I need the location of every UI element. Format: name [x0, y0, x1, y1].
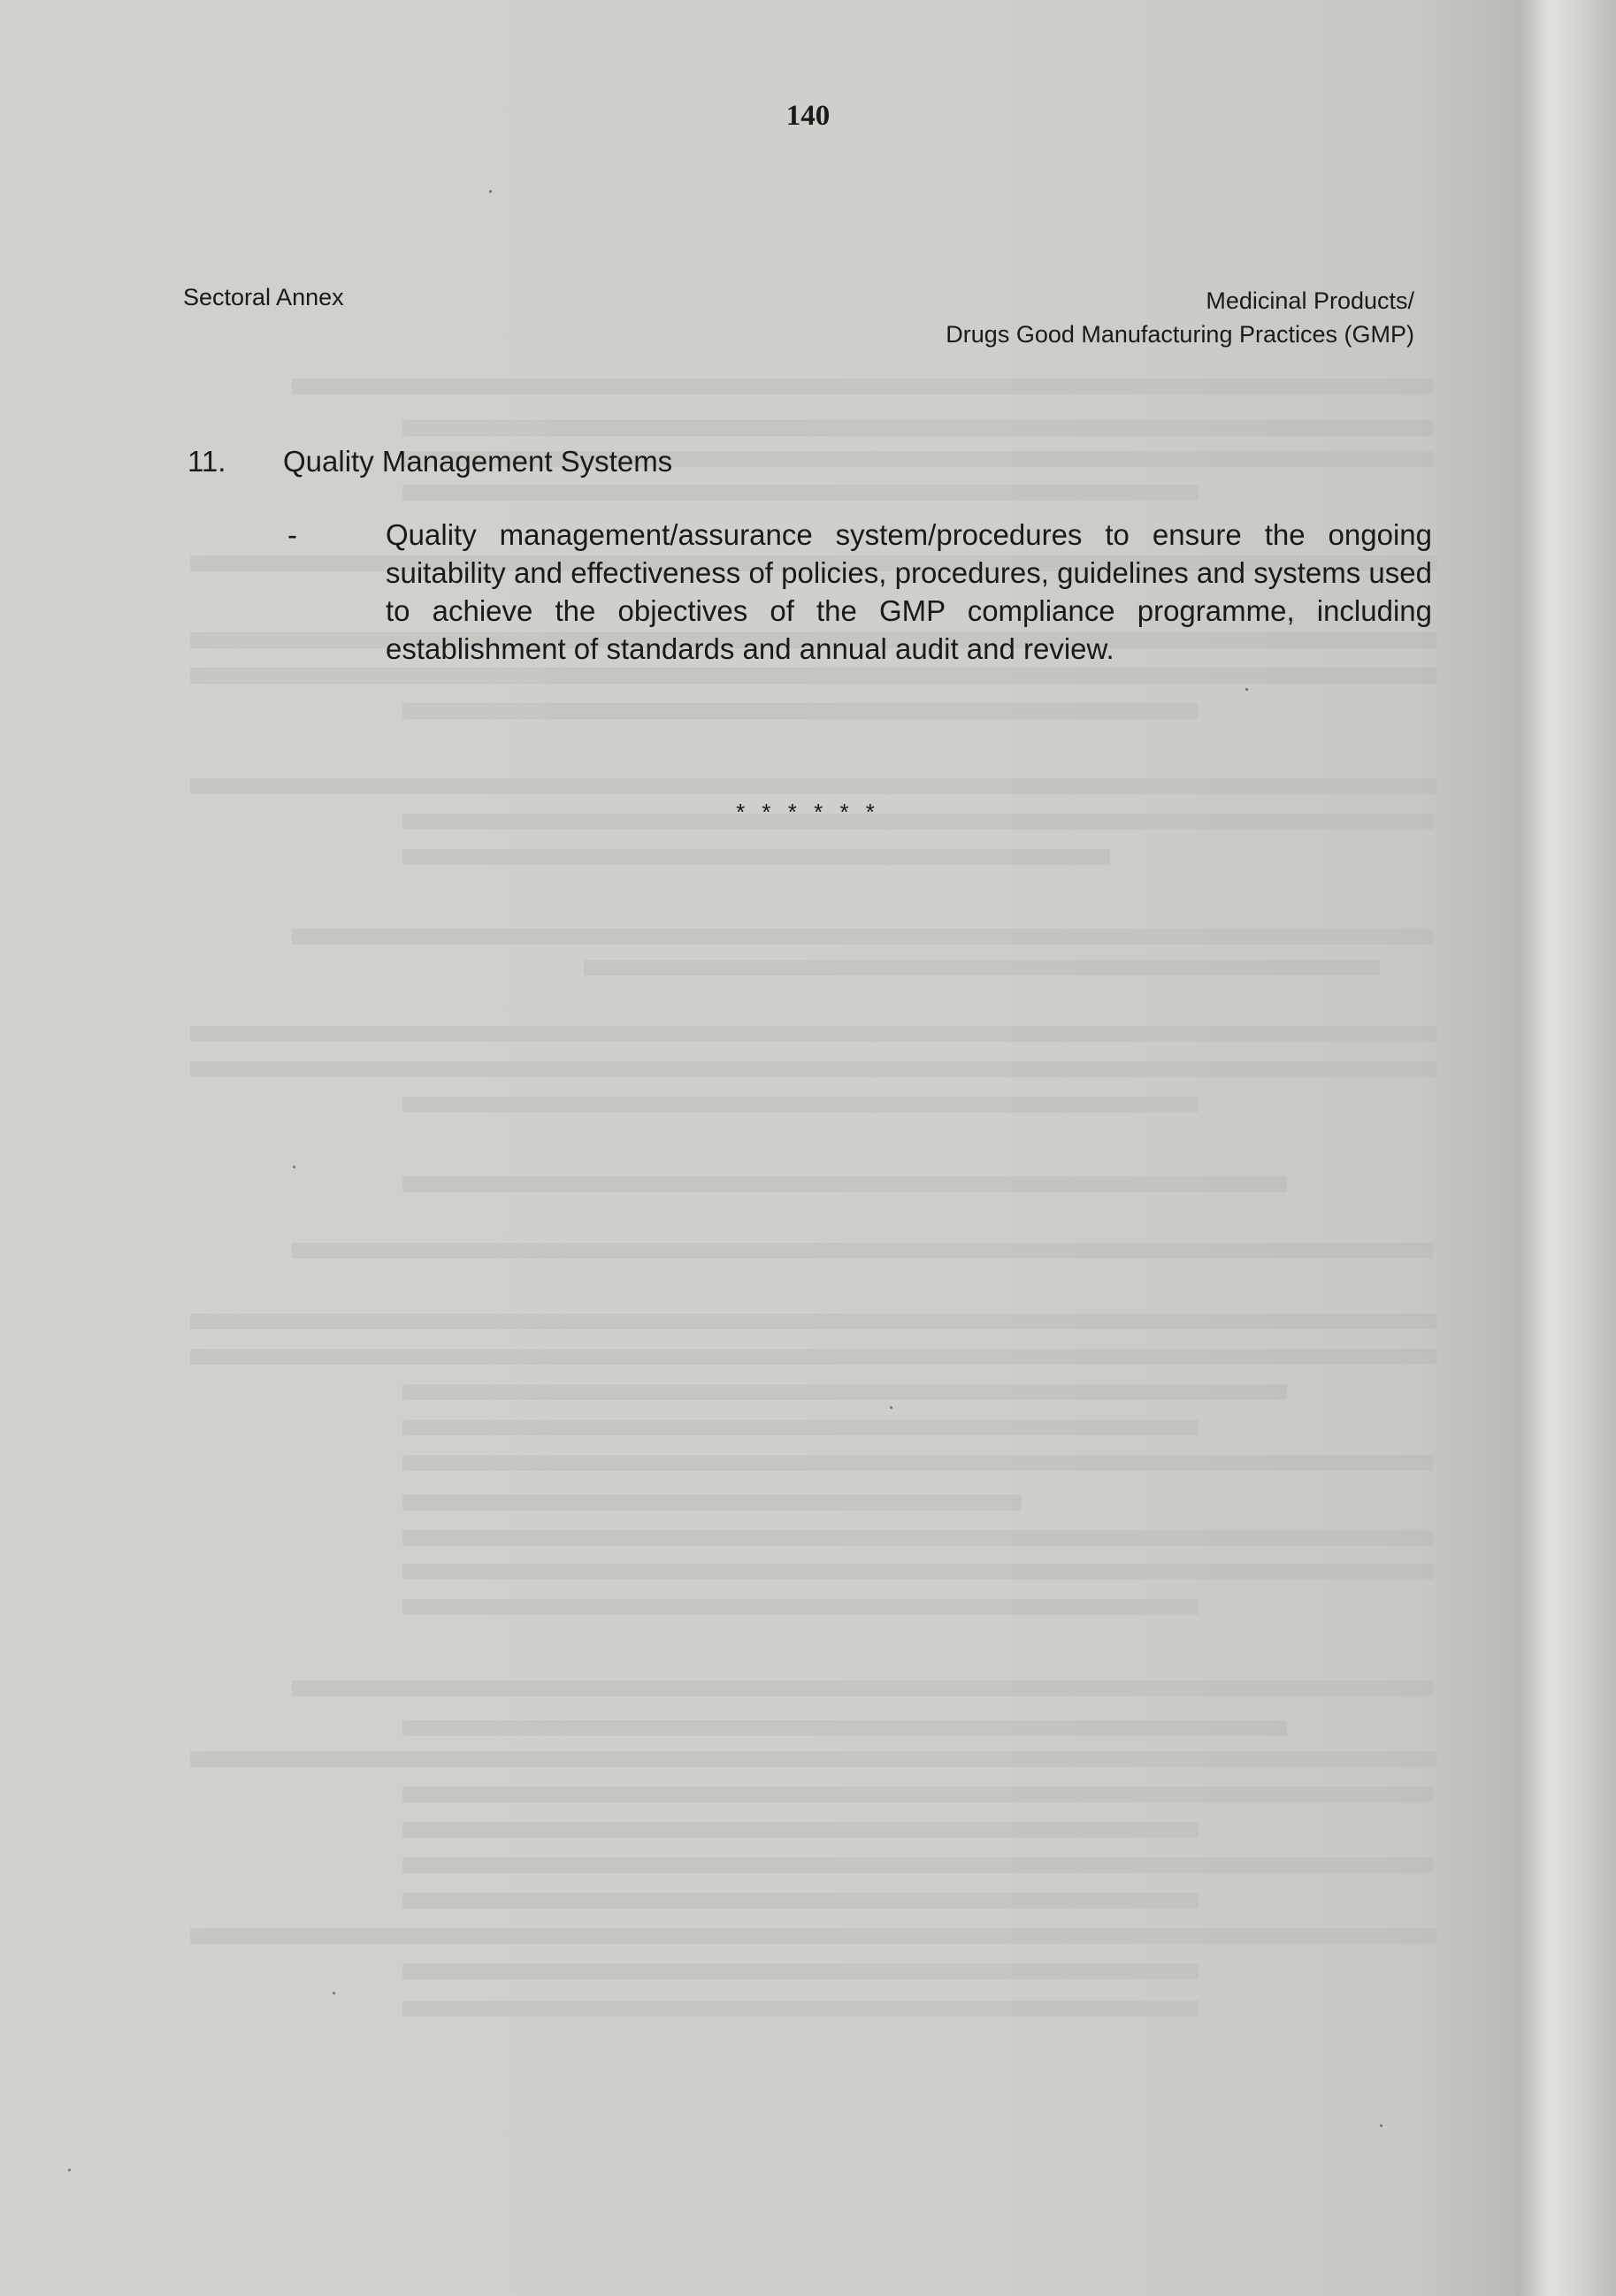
header-title-line1: Medicinal Products/ [1206, 287, 1414, 314]
scan-speck [489, 190, 492, 193]
list-item [287, 516, 1432, 668]
scan-speck [1245, 688, 1248, 691]
scan-speck [890, 1406, 892, 1409]
page-number: 140 [785, 100, 831, 132]
header-title [946, 284, 1414, 351]
list-item-text: Quality management/assurance system/procedures to ensure the ongoing suitability and effectiveness of policies, procedures, guidelines and systems used to achieve the objectives of the GMP compliance programme, including establishment of standards and annual audit and review. [386, 518, 1432, 665]
scan-speck [1380, 2124, 1382, 2127]
section-title: Quality Management Systems [283, 445, 673, 478]
scan-speck [68, 2169, 71, 2171]
section-number: 11. [188, 445, 226, 478]
header-sectoral-annex: Sectoral Annex [183, 284, 344, 310]
asterisk-separator: * * * * * * [736, 799, 880, 825]
scan-speck [333, 1992, 335, 1994]
scan-speck [293, 1166, 295, 1168]
dash-marker: - [287, 518, 297, 551]
section-heading [188, 445, 672, 478]
header-title-line2: Drugs Good Manufacturing Practices (GMP) [946, 321, 1414, 348]
